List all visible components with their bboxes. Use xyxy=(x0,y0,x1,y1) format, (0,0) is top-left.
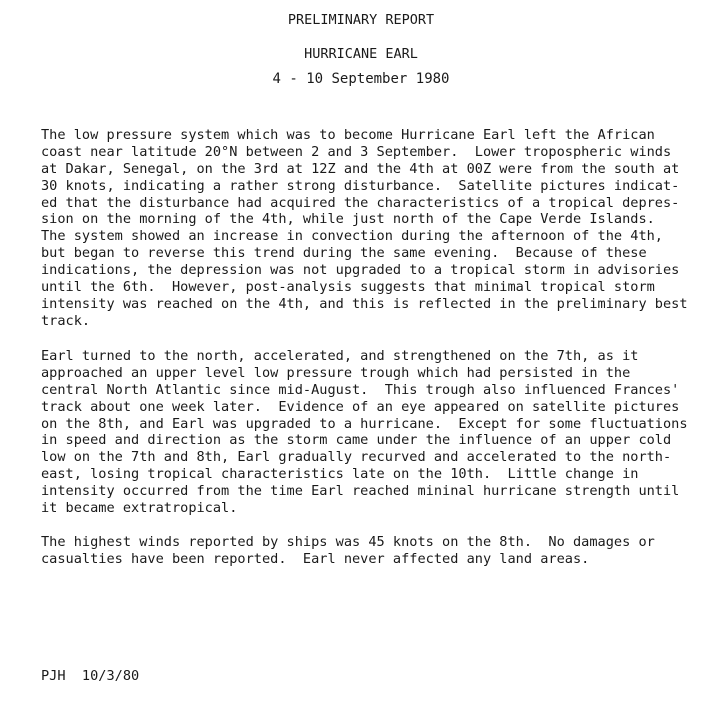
paragraph-formation xyxy=(41,127,713,330)
paragraph-track xyxy=(41,348,713,517)
storm-name-heading: HURRICANE EARL xyxy=(304,46,418,62)
text-line: The system showed an increase in convection during the afternoon of the 4th, xyxy=(41,228,663,245)
report-heading: PRELIMINARY REPORT xyxy=(287,12,435,28)
text-line: sion on the morning of the 4th, while just north of the Cape Verde Islands. xyxy=(41,211,655,228)
date-range-heading: 4 - 10 September 1980 xyxy=(272,71,450,87)
text-line: it became extratropical. xyxy=(41,500,238,517)
paragraph-impacts xyxy=(41,534,713,568)
text-line: indications, the depression was not upgraded to a tropical storm in advisories xyxy=(41,262,680,279)
text-line: intensity was reached on the 4th, and this is reflected in the preliminary best xyxy=(41,295,688,312)
author-initials-date: PJH 10/3/80 xyxy=(41,668,140,684)
text-line: in speed and direction as the storm came under the influence of an upper cold xyxy=(41,432,672,449)
text-line: track about one week later. Evidence of an eye appeared on satellite pictures xyxy=(41,398,680,415)
text-line: approached an upper level low pressure trough which had persisted in the xyxy=(41,364,631,381)
text-line: but began to reverse this trend during the same evening. Because of these xyxy=(41,245,647,262)
text-line: intensity occurred from the time Earl reached mininal hurricane strength until xyxy=(41,483,680,500)
text-line: Earl turned to the north, accelerated, and strengthened on the 7th, as it xyxy=(41,348,639,364)
text-line: east, losing tropical characteristics late on the 10th. Little change in xyxy=(41,466,639,483)
text-line: 30 knots, indicating a rather strong disturbance. Satellite pictures indicat- xyxy=(41,177,680,194)
text-line: The highest winds reported by ships was 45 knots on the 8th. No damages or xyxy=(41,534,655,550)
text-line: until the 6th. However, post-analysis suggests that minimal tropical storm xyxy=(41,279,655,296)
text-line: on the 8th, and Earl was upgraded to a hurricane. Except for some fluctuations xyxy=(41,415,688,432)
text-line: The low pressure system which was to become Hurricane Earl left the African xyxy=(41,127,655,143)
text-line: ed that the disturbance had acquired the characteristics of a tropical depres- xyxy=(41,194,680,211)
text-line: casualties have been reported. Earl never affected any land areas. xyxy=(41,550,590,567)
text-line: low on the 7th and 8th, Earl gradually recurved and accelerated to the north- xyxy=(41,449,672,466)
text-line: at Dakar, Senegal, on the 3rd at 12Z and the 4th at 00Z were from the south at xyxy=(41,160,680,177)
text-line: central North Atlantic since mid-August. This trough also influenced Frances' xyxy=(41,381,680,398)
text-line: track. xyxy=(41,312,91,329)
text-line: coast near latitude 20°N between 2 and 3 September. Lower tropospheric winds xyxy=(41,143,672,160)
